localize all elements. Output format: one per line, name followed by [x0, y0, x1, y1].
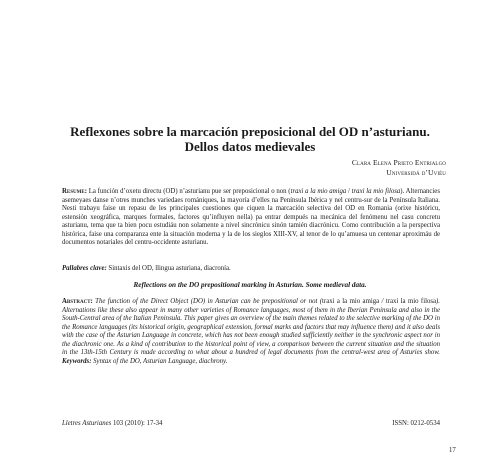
page-footer [62, 420, 440, 427]
page-number: 17 [449, 447, 456, 454]
resume-example-2: traxi la mio filosa [351, 188, 401, 195]
abstract-paragraph [62, 298, 440, 366]
keywords-line [62, 265, 440, 274]
abstract-keywords-label: Keywords: [62, 357, 92, 365]
article-title [60, 124, 440, 154]
abstract-label: Abstract: [62, 298, 93, 305]
resume-text-3: ). Alternancies asemeyaes danse n’otres munches variedaes romániques, la mayoría d’elles na Península Ibérica y nel centru-sur de la Península Italiana. Nesti trabayu faise un repasu de les principales cuestiones que ciquen la marcación selectiva del OD en Romania (orixe históricu, estensión xeográfica, marques formales, factores qu’influyen nella) pa entrar dempués na mecánica del fenómenu nel casu concretu asturianu, tema que ta bien pocu estudiáu non solamente a nivel sincrónicu sinón tamién diacrónicu. Como contribución a la perspectiva histórica, faise una comparanza ente la situación moderna y la de los sieglos XIII-XV, al tenor de lo qu’amuesa un centenar aproximáu de documentos notariales del centru-occidente asturianu. [62, 188, 440, 247]
title-line-1: Reflexones sobre la marcación preposicional del OD n’asturianu. [70, 124, 430, 139]
resume-text-1: La función d’oxetu directu (OD) n’asturianu pue ser preposicional o non ( [86, 188, 291, 195]
keywords-text: Sintaxis del OD, llingua asturiana, diacronía. [106, 265, 231, 272]
footer-journal: Lletres Asturianes [62, 420, 112, 427]
english-title: Reflections on the DO prepositional marking in Asturian. Some medieval data. [133, 281, 367, 289]
abstract-keywords-text: Syntax of the DO, Asturian Language, diachrony. [91, 357, 228, 365]
resume-paragraph [62, 188, 440, 248]
footer-citation [62, 420, 162, 427]
abstract-text-2: / [379, 298, 386, 305]
author-name: Clara Elena Prieto Entrialgo [351, 158, 446, 167]
abstract-example-1: traxi a la mio amiga [322, 298, 380, 305]
author-affiliation: Universidá d’Uviéu [386, 168, 446, 177]
keywords-label: Pallabres clave: [62, 265, 107, 272]
abstract-text-1: The function of the Direct Object (DO) in Asturian can be prepositional or not ( [92, 298, 323, 305]
abstract-text-3: ). Alternations like these also appear in many other varieties of Romance languages, most of them in the Iberian Peninsula and also in the South-Central area of the Italian Peninsula. This paper gives an overview of the main themes related to the selective marking of the DO in the Romance languages (its historical origin, geographical extension, formal marks and factors that may influence them) and it also deals with the case of the Asturian Language in concrete, which has not been enough studied sufficiently neither in the synchronic aspect nor in the diachronic one. As a kind of contribution to the historical point of view, a comparison between the current situation and the situation in the 13th-15th Century is made according to what about a hundred of legal documents from the central-west area of Asturies show. [62, 298, 440, 357]
author-block [352, 158, 446, 178]
footer-issue: 103 (2010): 17-34 [111, 420, 163, 427]
resume-label: Resume: [62, 188, 87, 195]
abstract-example-2: traxi la mio filosa [385, 298, 437, 305]
resume-text-2: / [346, 188, 352, 195]
resume-example-1: traxi a la mio amiga [290, 188, 347, 195]
title-line-2: Dellos datos medievales [184, 139, 316, 154]
footer-issn: ISSN: 0212-0534 [392, 420, 440, 427]
